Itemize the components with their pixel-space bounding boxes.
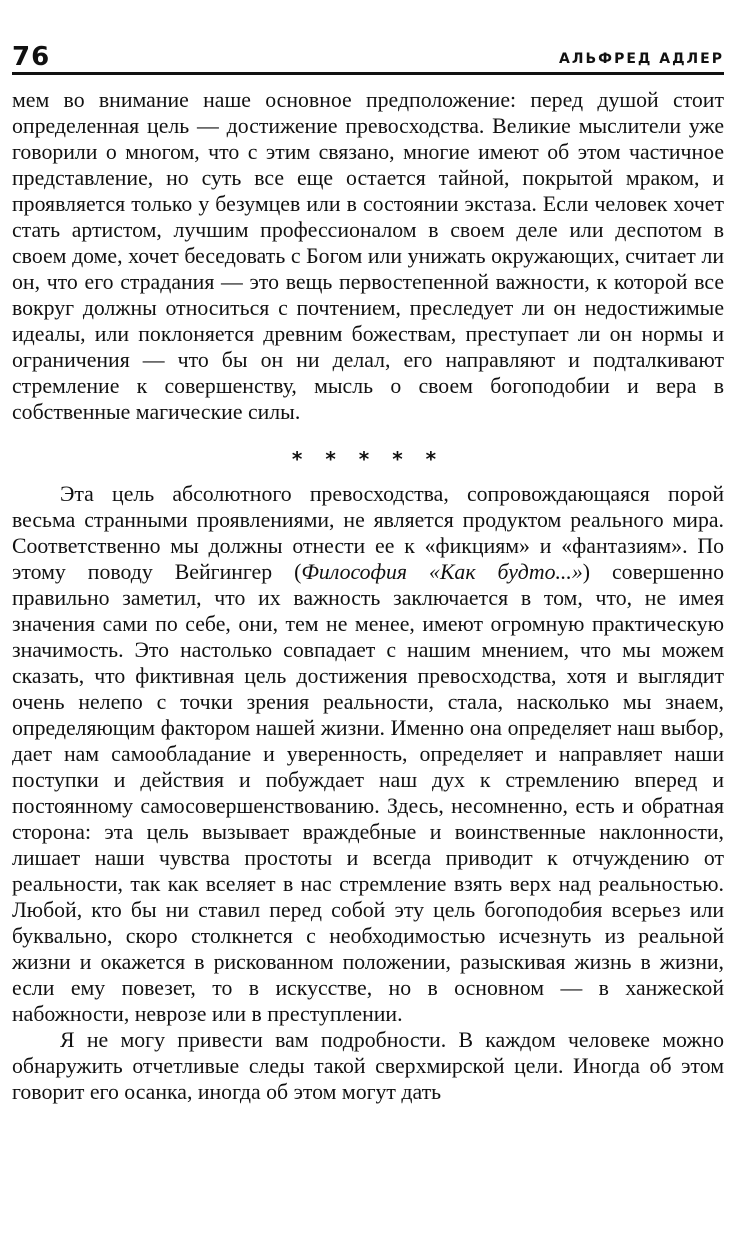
section-separator: * * * * *	[291, 447, 445, 471]
running-title: АЛЬФРЕД АДЛЕР	[559, 51, 724, 67]
paragraph-text-part-1: Эта цель абсолютного превосходства, сопровождающаяся порой весьма странными проявлениями, не является продуктом реального мира. Соответственно мы должны отнести ее к «фикциям» и «фантазиям». По этому поводу Вейгингер (	[12, 482, 724, 584]
paragraph-fictive-goal	[12, 481, 724, 1027]
running-head	[12, 36, 724, 75]
book-page	[12, 36, 724, 1232]
page-number: 76	[12, 42, 51, 72]
paragraph-continued: мем во внимание наше основное предположение: перед душой стоит определенная цель — достижение превосходства. Великие мыслители уже говорили о многом, что с этим связано, многие имеют об этом частичное представление, но суть все еще остается тайной, покрытой мраком, и проявляется только у безумцев или в состоянии экстаза. Если человек хочет стать артистом, лучшим профессионалом в своем деле или деспотом в своем доме, хочет беседовать с Богом или унижать окружающих, считает ли он, что его страдания — это вещь первостепенной важности, к которой все вокруг должны относиться с почтением, преследует ли он недостижимые идеалы, или поклоняется древним божествам, преступает ли он нормы и ограничения — что бы он ни делал, его направляют и подталкивают стремление к совершенству, мысль о своем богоподобии и вера в собственные магические силы.	[12, 88, 724, 424]
italic-book-title: Философия «Как будто...»	[301, 560, 583, 584]
paragraph-text-part-2: ) совершенно правильно заметил, что их важность заключается в том, что, не имея значения сами по себе, они, тем не менее, имеют огромную практическую значимость. Это настолько совпадает с нашим мнением, что мы можем сказать, что фиктивная цель достижения превосходства, хотя и выглядит очень нелепо с точки зрения реальности, стала, насколько мы знаем, определяющим фактором нашей жизни. Именно она определяет наш выбор, дает нам самообладание и уверенность, определяет и направляет наши поступки и действия и побуждает наш дух к стремлению вперед и постоянному самосовершенствованию. Здесь, несомненно, есть и обратная сторона: эта цель вызывает враждебные и воинственные наклонности, лишает наши чувства простоты и всегда приводит к отчуждению от реальности, так как вселяет в нас стремление взять верх над реальностью. Любой, кто бы ни ставил перед собой эту цель богоподобия всерьез или буквально, скоро столкнется с необходимостью исчезнуть из реальной жизни и окажется в рискованном положении, разыскивая жизнь в жизни, если ему повезет, то в искусстве, но в основном — в ханжеской набожности, неврозе или в преступлении.	[12, 560, 724, 1026]
body-text	[12, 87, 724, 1105]
paragraph-details: Я не могу привести вам подробности. В каждом человеке можно обнаружить отчетливые следы такой сверхмирской цели. Иногда об этом говорит его осанка, иногда об этом могут дать	[12, 1028, 724, 1104]
